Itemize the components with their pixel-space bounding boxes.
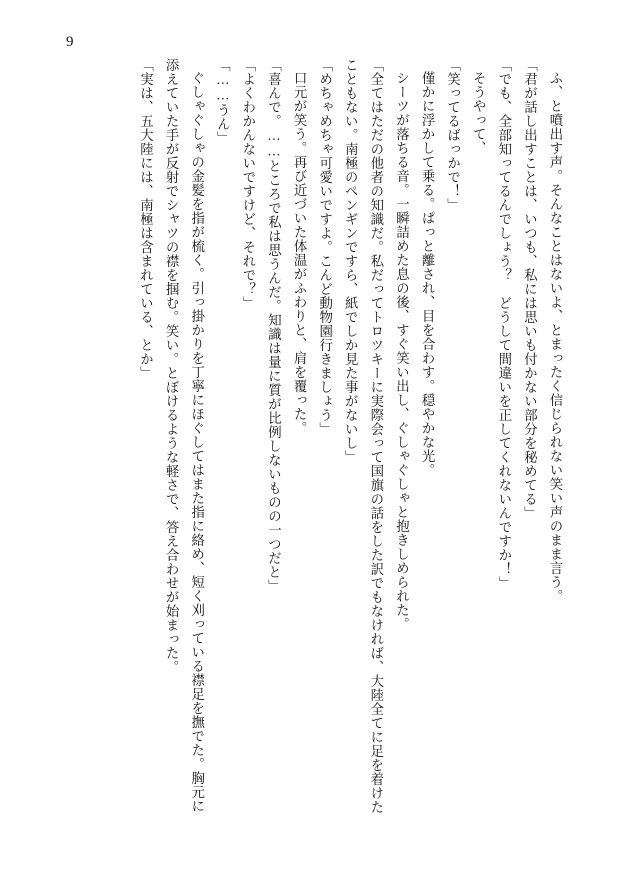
paragraph: 「よくわかんないですけど、それで？」 <box>240 58 256 310</box>
page-number: 9 <box>66 34 74 50</box>
paragraph: ぐしゃぐしゃの金髪を指が梳く。引っ掛かりを丁寧にほぐしてはまた指に絡め、短く刈っている襟足を撫でた。胸元に添えていた手が反射でシャツの襟を掴む。笑い。とぼけるような軽さで、答え合わせが始まった。 <box>164 58 205 814</box>
paragraph: 「……うん」 <box>215 58 231 146</box>
paragraph: 「でも、全部知ってるんでしょう？ どうして間違いを正してくれないんですか！」 <box>496 58 512 590</box>
paragraph: 「実は、五大陸には、南極は含まれている、とか」 <box>138 58 154 380</box>
paragraph: そうやって、 <box>471 71 487 156</box>
paragraph: ふ、と噴出す声。そんなことはないよ、とまったく信じられない笑い声のまま言う。 <box>548 71 563 604</box>
paragraph: シーツが落ちる音。一瞬詰めた息の後、すぐ笑い出し、ぐしゃぐしゃと抱きしめられた。 <box>394 71 410 632</box>
paragraph: 口元が笑う。再び近づいた体温がふわりと、肩を覆った。 <box>292 71 308 436</box>
paragraph: 「全てはただの他者の知識だ。私だってトロツキーに実際会って国旗の話をした訳でもなければ、大陸全てに足を着けたこともない。南極のペンギンですら、紙でしか見た事がないし」 <box>343 58 384 814</box>
paragraph: 「笑ってるばっかで！」 <box>445 58 461 212</box>
paragraph: 「めちゃめちゃ可愛いですよ。こんど動物園行きましょう」 <box>317 58 333 436</box>
vertical-text-body <box>60 58 568 818</box>
paragraph: 「君が話し出すことは、いつも、私には思いも付かない部分を秘めてる」 <box>522 58 538 520</box>
paragraph: 「喜んで。……ところで私は思うんだ。知識は量に質が比例しないものの一つだと」 <box>266 58 282 594</box>
paragraph: 僅かに浮かして乗る。ぱっと離され、目を合わす。穏やかな光。 <box>420 71 436 478</box>
